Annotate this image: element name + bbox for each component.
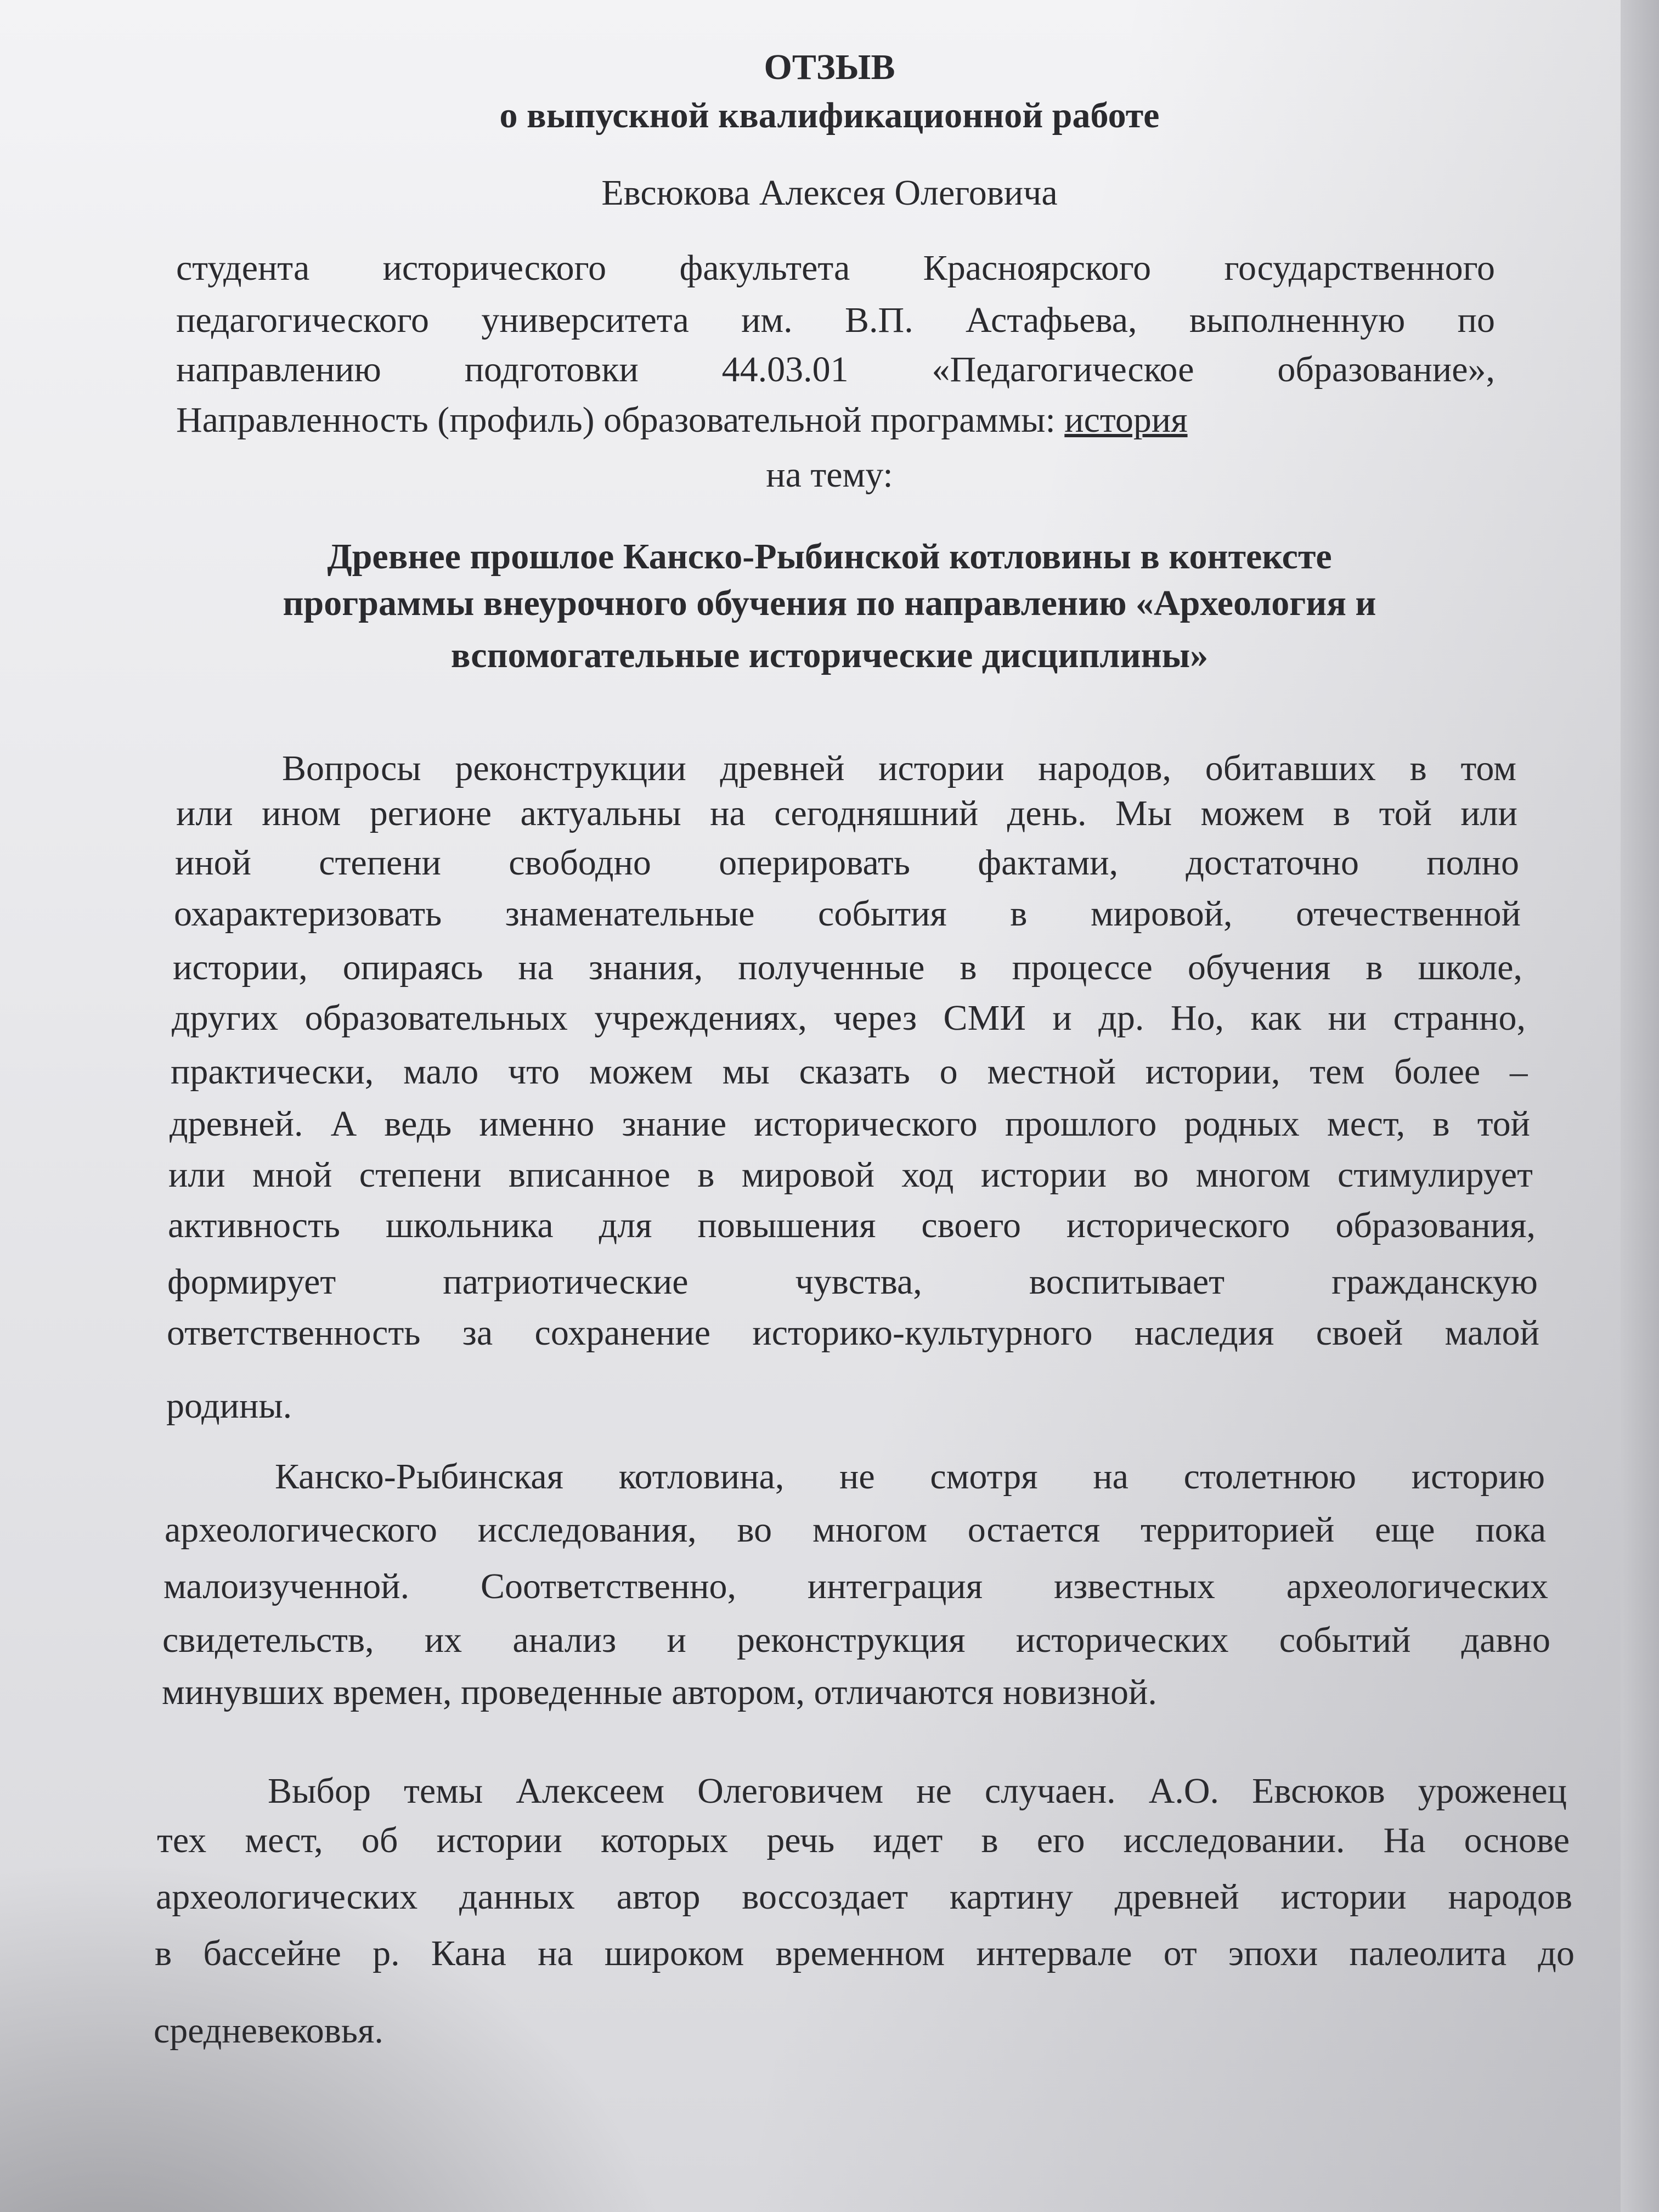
profile-value: история — [1064, 400, 1188, 440]
paragraph-1-line: формирует патриотические чувства, воспитывает гражданскую — [167, 1262, 1538, 1302]
paragraph-1-line: практически, мало что можем мы сказать о местной истории, тем более – — [171, 1052, 1528, 1092]
paragraph-1-line: или ином регионе актуальны на сегодняшний день. Мы можем в той или — [176, 793, 1517, 833]
paragraph-1-line: других образовательных учреждениях, через СМИ и др. Но, как ни странно, — [172, 998, 1526, 1038]
document-title: ОТЗЫВ — [764, 47, 895, 87]
paragraph-1-line: активность школьника для повышения своего исторического образования, — [168, 1205, 1536, 1245]
topic-title-line: Древнее прошлое Канско-Рыбинской котловины в контексте — [327, 537, 1332, 577]
paragraph-3-line: Выбор темы Алексеем Олеговичем не случаен. А.О. Евсюков уроженец — [268, 1771, 1567, 1811]
paragraph-3-line: археологических данных автор воссоздает картину древней истории народов — [156, 1877, 1572, 1917]
paragraph-2-line: малоизученной. Соответственно, интеграция известных археологических — [163, 1566, 1548, 1606]
paragraph-2-line: минувших времен, проведенные автором, отличаются новизной. — [162, 1672, 1157, 1712]
paragraph-1-line: или мной степени вписанное в мировой ход истории во многом стимулирует — [168, 1155, 1533, 1195]
paragraph-1-line: истории, опираясь на знания, полученные в процессе обучения в школе, — [173, 947, 1522, 988]
paragraph-3-line: тех мест, об истории которых речь идет в его исследовании. На основе — [157, 1820, 1570, 1860]
paragraph-1-line: древней. А ведь именно знание исторического прошлого родных мест, в той — [170, 1104, 1530, 1144]
intro-line: направлению подготовки 44.03.01 «Педагогическое образование», — [176, 349, 1495, 390]
student-name: Евсюкова Алексея Олеговича — [601, 173, 1058, 213]
topic-title-line: вспомогательные исторические дисциплины» — [450, 635, 1209, 675]
paragraph-2-line: свидетельств, их анализ и реконструкция исторических событий давно — [162, 1620, 1550, 1660]
paragraph-1-line: иной степени свободно оперировать фактами, достаточно полно — [175, 843, 1519, 883]
profile-label: Направленность (профиль) образовательной программы: — [176, 400, 1065, 440]
paragraph-3-line: в бассейне р. Кана на широком временном интервале от эпохи палеолита до — [155, 1933, 1575, 1973]
paragraph-1-line: ответственность за сохранение историко-культурного наследия своей малой — [167, 1313, 1539, 1353]
paragraph-3-line: средневековья. — [154, 2011, 383, 2051]
profile-line — [176, 398, 1188, 442]
paragraph-1-line: Вопросы реконструкции древней истории народов, обитавших в том — [282, 748, 1516, 788]
intro-line: педагогического университета им. В.П. Астафьева, выполненную по — [176, 300, 1495, 340]
paragraph-1-line: родины. — [166, 1386, 292, 1426]
intro-line: студента исторического факультета Красноярского государственного — [176, 248, 1495, 288]
topic-title-line: программы внеурочного обучения по направлению «Археология и — [283, 583, 1376, 623]
paragraph-2-line: археологического исследования, во многом остается территорией еще пока — [165, 1510, 1546, 1550]
paragraph-1-line: охарактеризовать знаменательные события в мировой, отечественной — [174, 894, 1521, 934]
topic-label: на тему: — [766, 455, 893, 495]
paper-edge-shadow — [1621, 0, 1659, 2212]
paragraph-2-line: Канско-Рыбинская котловина, не смотря на столетнюю историю — [275, 1457, 1545, 1497]
document-subtitle: о выпускной квалификационной работе — [499, 95, 1160, 136]
